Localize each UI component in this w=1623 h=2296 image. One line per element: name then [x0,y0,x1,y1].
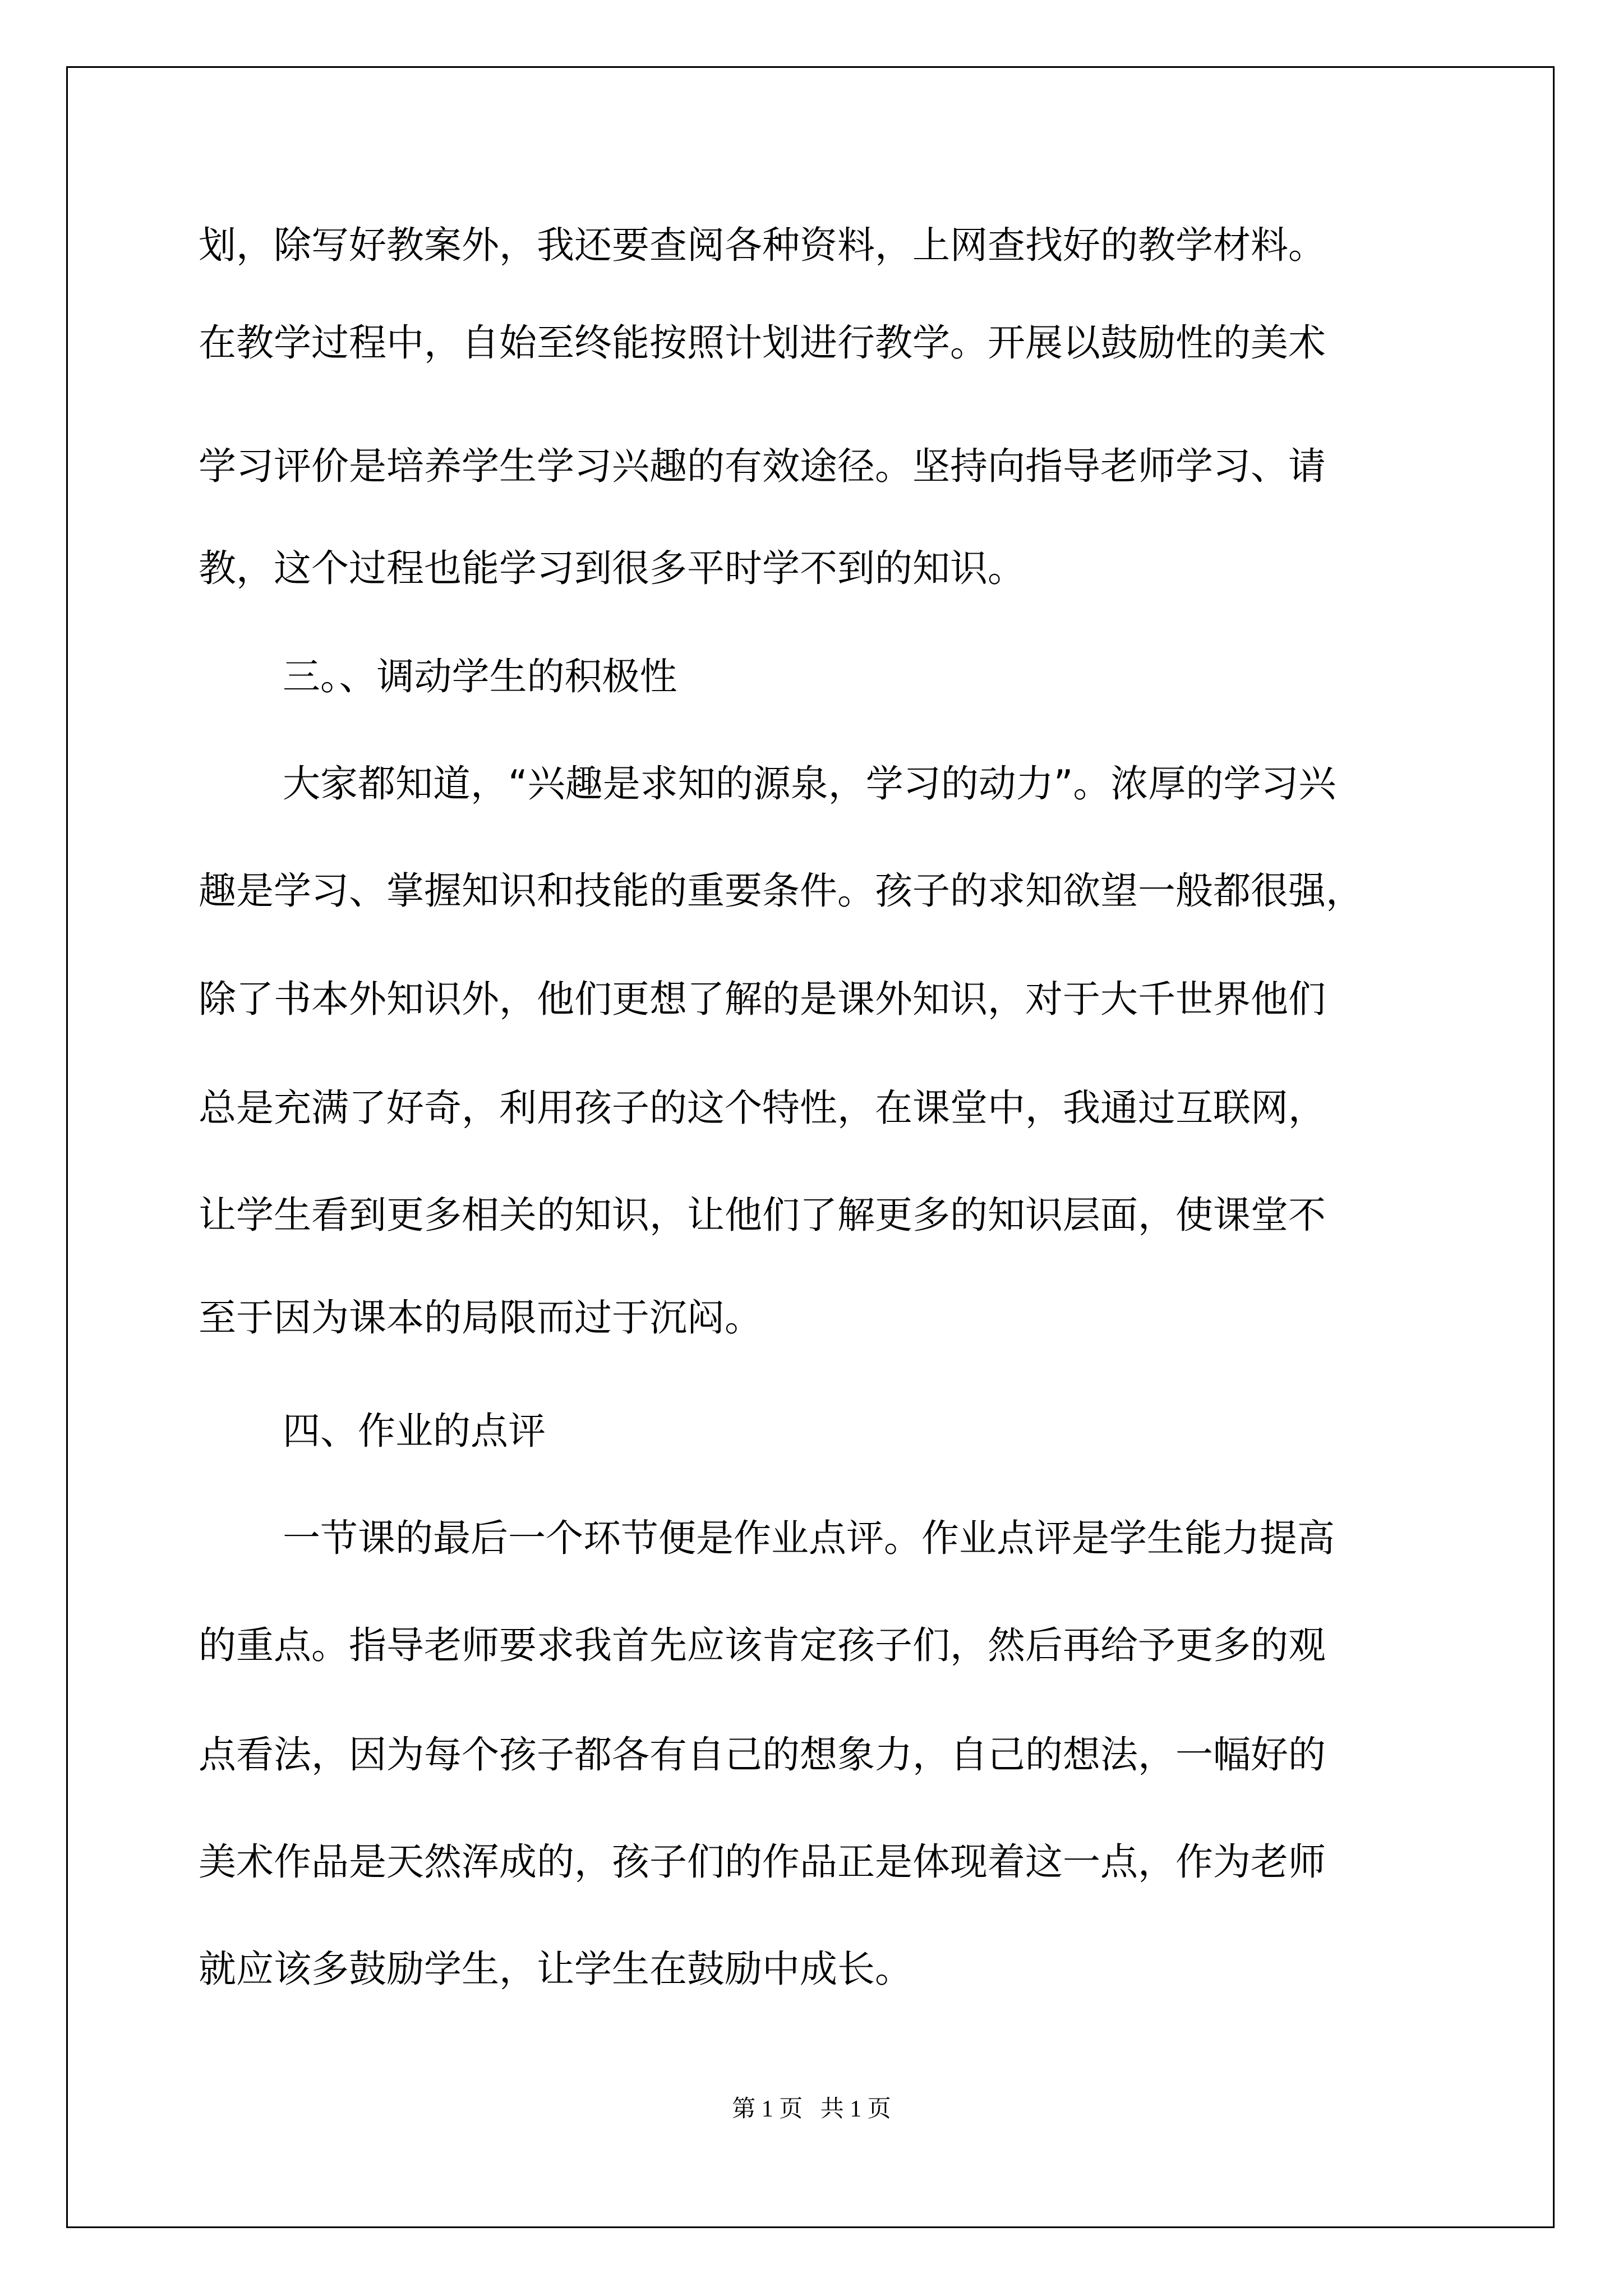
section-heading: 三。、调动学生的积极性 [283,655,677,698]
paragraph-line: 就应该多鼓励学生，让学生在鼓励中成长。 [199,1947,912,1991]
paragraph-line: 除了书本外知识外，他们更想了解的是课外知识，对于大千世界他们 [199,977,1326,1021]
paragraph-line: 至于因为课本的局限而过于沉闷。 [199,1296,762,1340]
paragraph-line: 大家都知道，“兴趣是求知的源泉，学习的动力”。浓厚的学习兴 [283,762,1336,806]
paragraph-line: 趣是学习、掌握知识和技能的重要条件。孩子的求知欲望一般都很强， [199,869,1363,913]
paragraph-line: 点看法，因为每个孩子都各有自己的想象力，自己的想法，一幅好的 [199,1733,1326,1777]
paragraph-line: 总是充满了好奇，利用孩子的这个特性，在课堂中，我通过互联网， [199,1086,1326,1130]
page-number-footer: 第 1 页 共 1 页 [732,2096,891,2122]
page-border [66,66,1555,2228]
paragraph-line: 学习评价是培养学生学习兴趣的有效途径。坚持向指导老师学习、请 [199,444,1326,488]
paragraph-line: 的重点。指导老师要求我首先应该肯定孩子们，然后再给予更多的观 [199,1623,1326,1667]
paragraph-line: 让学生看到更多相关的知识，让他们了解更多的知识层面，使课堂不 [199,1193,1326,1237]
paragraph-line: 教，这个过程也能学习到很多平时学不到的知识。 [199,546,1025,590]
section-heading: 四、作业的点评 [283,1409,546,1453]
paragraph-line: 划，除写好教案外，我还要查阅各种资料，上网查找好的教学材料。 [199,223,1326,267]
paragraph-line: 一节课的最后一个环节便是作业点评。作业点评是学生能力提高 [283,1516,1335,1560]
paragraph-line: 美术作品是天然浑成的，孩子们的作品正是体现着这一点，作为老师 [199,1840,1326,1884]
paragraph-line: 在教学过程中，自始至终能按照计划进行教学。开展以鼓励性的美术 [199,321,1326,365]
